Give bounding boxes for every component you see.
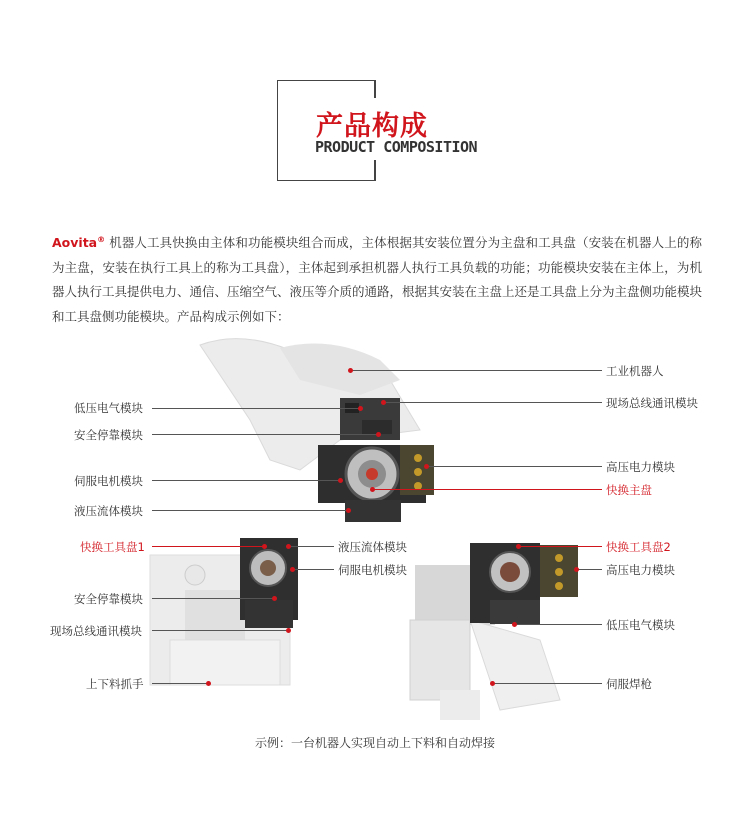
leader-line — [152, 408, 360, 409]
leader-dot — [286, 544, 291, 549]
leader-line — [290, 546, 334, 547]
label-tool-plate-2: 快换工具盘2 — [606, 540, 671, 554]
leader-dot — [376, 432, 381, 437]
label-servo-motor-module: 伺服电机模块 — [74, 474, 143, 488]
label-safety-docking-module: 安全停靠模块 — [74, 428, 143, 442]
leader-dot — [381, 400, 386, 405]
leader-line — [385, 402, 602, 403]
label-fieldbus-module: 现场总线通讯模块 — [606, 396, 698, 410]
leader-dot — [272, 596, 277, 601]
leader-line — [374, 489, 602, 490]
leader-line — [152, 598, 274, 599]
leader-line — [352, 370, 602, 371]
leader-line — [152, 630, 288, 631]
label-safety-docking-module-left: 安全停靠模块 — [74, 592, 143, 606]
label-tool-plate-1: 快换工具盘1 — [80, 540, 145, 554]
leader-dot — [424, 464, 429, 469]
leader-dot — [370, 487, 375, 492]
leader-line — [578, 569, 602, 570]
leader-dot — [262, 544, 267, 549]
leader-line — [516, 624, 602, 625]
leader-dot — [348, 368, 353, 373]
label-industrial-robot: 工业机器人 — [606, 364, 664, 378]
leader-dot — [286, 628, 291, 633]
leader-dot — [358, 406, 363, 411]
leader-line — [494, 683, 602, 684]
label-master-plate: 快换主盘 — [606, 483, 652, 497]
label-servo-motor-module-left: 伺服电机模块 — [338, 563, 407, 577]
label-hydraulic-fluid-module-left: 液压流体模块 — [338, 540, 407, 554]
left-tool-plate — [240, 538, 298, 628]
section-subtitle: PRODUCT COMPOSITION — [315, 138, 478, 156]
leader-dot — [574, 567, 579, 572]
leader-line — [520, 546, 602, 547]
leader-dot — [516, 544, 521, 549]
label-servo-welding-gun: 伺服焊枪 — [606, 677, 652, 691]
right-tool-plate — [470, 543, 578, 624]
leader-line — [152, 480, 340, 481]
leader-dot — [346, 508, 351, 513]
label-high-voltage-module-right: 高压电力模块 — [606, 563, 675, 577]
label-low-voltage-module: 低压电气模块 — [74, 401, 143, 415]
intro-text: 机器人工具快换由主体和功能模块组合而成，主体根据其安装位置分为主盘和工具盘（安装在机器人上的称为主盘，安装在执行工具上的称为工具盘），主体起到承担机器人执行工具负载的功能；功能模块安装在主体上，为机器人执行工具提供电力、通信、压缩空气、液压等介质的通路，根据其安装在主盘上还是工具盘上分为主盘侧功能模块和工具盘侧功能模块。产品构成示例如下： — [52, 235, 703, 324]
figure-caption: 示例：一台机器人实现自动上下料和自动焊接 — [254, 736, 495, 750]
leader-dot — [490, 681, 495, 686]
leader-line — [294, 569, 334, 570]
leader-dot — [512, 622, 517, 627]
brand-name: Aovita® — [52, 235, 106, 251]
section-title: 产品构成 — [316, 111, 428, 142]
label-loading-gripper: 上下料抓手 — [86, 677, 144, 691]
label-hydraulic-fluid-module: 液压流体模块 — [74, 504, 143, 518]
leader-line — [428, 466, 602, 467]
leader-dot — [290, 567, 295, 572]
leader-line — [152, 546, 264, 547]
label-low-voltage-module-right: 低压电气模块 — [606, 618, 675, 632]
leader-dot — [338, 478, 343, 483]
leader-line — [152, 683, 208, 684]
leader-line — [152, 510, 348, 511]
leader-line — [152, 434, 378, 435]
label-fieldbus-module-left: 现场总线通讯模块 — [50, 624, 142, 638]
leader-dot — [206, 681, 211, 686]
label-high-voltage-module: 高压电力模块 — [606, 460, 675, 474]
